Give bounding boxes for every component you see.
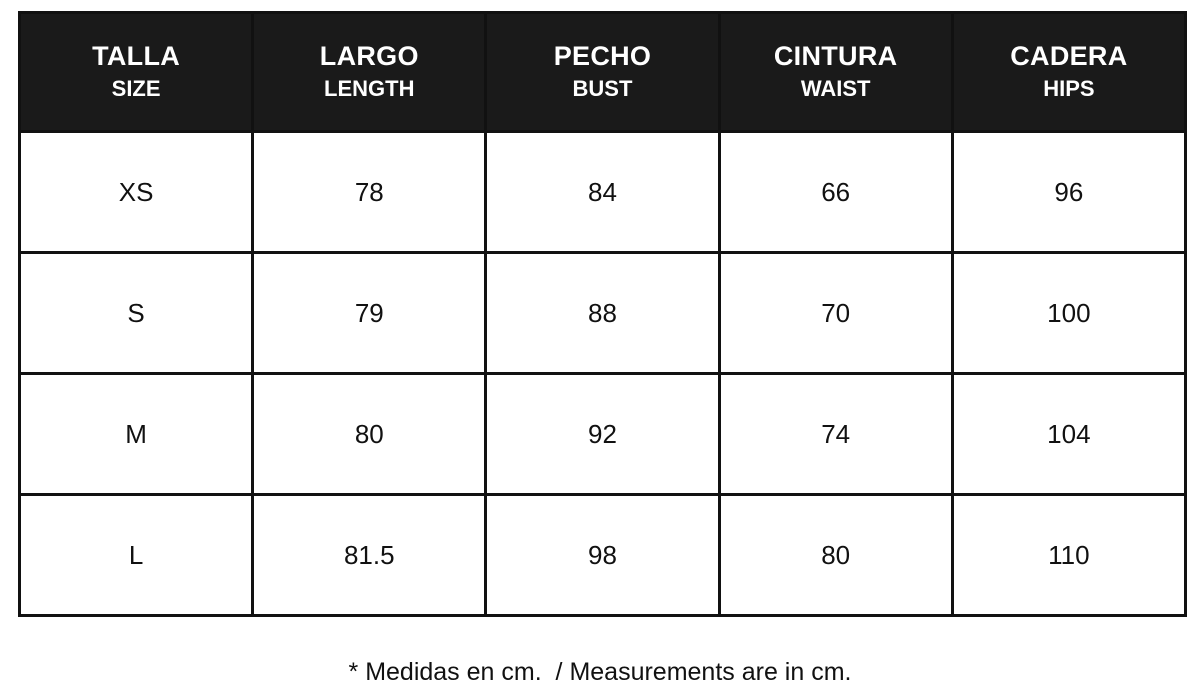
table-row	[20, 495, 1186, 616]
size-cell: M	[20, 374, 253, 495]
bust-cell: 92	[486, 374, 719, 495]
measurements-footnote: * Medidas en cm. / Measurements are in cm.	[348, 658, 852, 686]
waist-cell: 80	[719, 495, 952, 616]
header-label-en: SIZE	[111, 76, 161, 101]
header-cell-bust	[486, 13, 719, 132]
header-label-es: CADERA	[1010, 41, 1128, 71]
table-row	[20, 374, 1186, 495]
waist-cell: 66	[719, 132, 952, 253]
size-cell: S	[20, 253, 253, 374]
header-label-en: WAIST	[800, 76, 871, 101]
table-row	[20, 132, 1186, 253]
table-body	[20, 132, 1186, 616]
header-label-en: LENGTH	[324, 76, 415, 101]
header-label-es: LARGO	[319, 41, 419, 71]
header-cell-waist	[719, 13, 952, 132]
length-cell: 81.5	[253, 495, 486, 616]
length-cell: 79	[253, 253, 486, 374]
header-label-en: HIPS	[1043, 76, 1095, 101]
size-chart-table	[18, 11, 1187, 617]
header-cell-hips	[952, 13, 1185, 132]
header-label-es: TALLA	[92, 41, 181, 71]
hips-cell: 100	[952, 253, 1185, 374]
hips-cell: 104	[952, 374, 1185, 495]
header-cell-length	[253, 13, 486, 132]
waist-cell: 74	[719, 374, 952, 495]
size-cell: L	[20, 495, 253, 616]
header-cell-size	[20, 13, 253, 132]
length-cell: 80	[253, 374, 486, 495]
header-label-es: CINTURA	[773, 41, 898, 71]
header-label-es: PECHO	[553, 41, 652, 71]
bust-cell: 88	[486, 253, 719, 374]
waist-cell: 70	[719, 253, 952, 374]
table-row	[20, 253, 1186, 374]
hips-cell: 110	[952, 495, 1185, 616]
bust-cell: 98	[486, 495, 719, 616]
bust-cell: 84	[486, 132, 719, 253]
header-row	[20, 13, 1186, 132]
table-header	[20, 13, 1186, 132]
hips-cell: 96	[952, 132, 1185, 253]
header-label-en: BUST	[572, 76, 633, 101]
length-cell: 78	[253, 132, 486, 253]
size-cell: XS	[20, 132, 253, 253]
